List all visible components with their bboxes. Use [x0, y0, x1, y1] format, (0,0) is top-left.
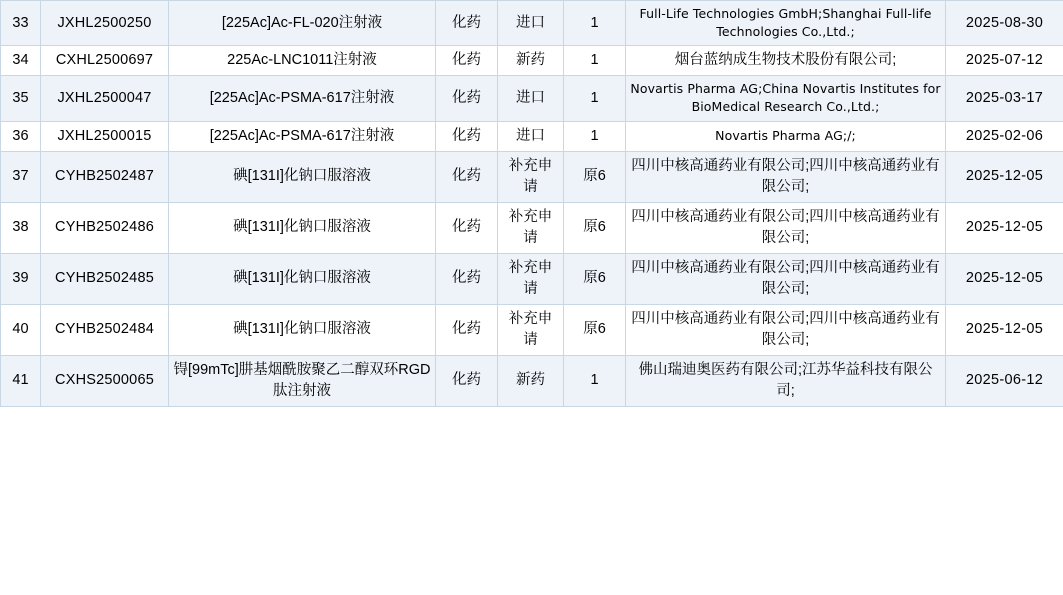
table-row	[1, 253, 1063, 304]
table-row	[1, 202, 1063, 253]
cell-application-count: 1	[564, 1, 626, 46]
cell-index: 39	[1, 253, 41, 304]
cell-company: Full-Life Technologies GmbH;Shanghai Full-life Technologies Co.,Ltd.;	[626, 1, 946, 46]
cell-date: 2025-08-30	[946, 1, 1063, 46]
cell-company: 四川中核高通药业有限公司;四川中核高通药业有限公司;	[626, 304, 946, 355]
cell-registration-category: 新药	[498, 355, 564, 406]
cell-date: 2025-02-06	[946, 121, 1063, 151]
cell-drug-type: 化药	[436, 304, 498, 355]
cell-drug-name: [225Ac]Ac-PSMA-617注射液	[169, 121, 436, 151]
cell-drug-type: 化药	[436, 76, 498, 121]
cell-date: 2025-06-12	[946, 355, 1063, 406]
cell-company: Novartis Pharma AG;/;	[626, 121, 946, 151]
cell-drug-type: 化药	[436, 253, 498, 304]
cell-company: 四川中核高通药业有限公司;四川中核高通药业有限公司;	[626, 151, 946, 202]
table-row	[1, 76, 1063, 121]
cell-drug-type: 化药	[436, 46, 498, 76]
table-row	[1, 121, 1063, 151]
cell-acceptance-no: CYHB2502485	[41, 253, 169, 304]
cell-application-count: 原6	[564, 304, 626, 355]
cell-application-count: 1	[564, 355, 626, 406]
cell-registration-category: 进口	[498, 76, 564, 121]
cell-date: 2025-12-05	[946, 304, 1063, 355]
cell-drug-name: [225Ac]Ac-FL-020注射液	[169, 1, 436, 46]
cell-drug-name: 225Ac-LNC1011注射液	[169, 46, 436, 76]
cell-index: 38	[1, 202, 41, 253]
table-row	[1, 1, 1063, 46]
cell-index: 37	[1, 151, 41, 202]
cell-company: 四川中核高通药业有限公司;四川中核高通药业有限公司;	[626, 202, 946, 253]
cell-application-count: 1	[564, 121, 626, 151]
cell-drug-name: 碘[131I]化钠口服溶液	[169, 304, 436, 355]
cell-acceptance-no: CYHB2502486	[41, 202, 169, 253]
cell-acceptance-no: CXHL2500697	[41, 46, 169, 76]
cell-application-count: 1	[564, 46, 626, 76]
cell-company: Novartis Pharma AG;China Novartis Institutes for BioMedical Research Co.,Ltd.;	[626, 76, 946, 121]
table-row	[1, 151, 1063, 202]
cell-drug-type: 化药	[436, 202, 498, 253]
cell-date: 2025-03-17	[946, 76, 1063, 121]
cell-index: 36	[1, 121, 41, 151]
cell-drug-name: 碘[131I]化钠口服溶液	[169, 202, 436, 253]
cell-date: 2025-12-05	[946, 151, 1063, 202]
cell-drug-type: 化药	[436, 121, 498, 151]
cell-index: 34	[1, 46, 41, 76]
cell-application-count: 原6	[564, 151, 626, 202]
table-row	[1, 355, 1063, 406]
cell-acceptance-no: CYHB2502487	[41, 151, 169, 202]
cell-acceptance-no: JXHL2500015	[41, 121, 169, 151]
cell-index: 40	[1, 304, 41, 355]
cell-drug-name: [225Ac]Ac-PSMA-617注射液	[169, 76, 436, 121]
cell-acceptance-no: CYHB2502484	[41, 304, 169, 355]
cell-company: 烟台蓝纳成生物技术股份有限公司;	[626, 46, 946, 76]
cell-registration-category: 补充申请	[498, 304, 564, 355]
cell-date: 2025-12-05	[946, 253, 1063, 304]
cell-registration-category: 补充申请	[498, 253, 564, 304]
cell-index: 35	[1, 76, 41, 121]
cell-registration-category: 进口	[498, 121, 564, 151]
cell-application-count: 原6	[564, 253, 626, 304]
cell-drug-name: 碘[131I]化钠口服溶液	[169, 253, 436, 304]
cell-application-count: 原6	[564, 202, 626, 253]
cell-drug-type: 化药	[436, 355, 498, 406]
cell-drug-type: 化药	[436, 1, 498, 46]
cell-date: 2025-07-12	[946, 46, 1063, 76]
cell-index: 33	[1, 1, 41, 46]
cell-date: 2025-12-05	[946, 202, 1063, 253]
cell-drug-name: 碘[131I]化钠口服溶液	[169, 151, 436, 202]
table-row	[1, 304, 1063, 355]
table-body	[1, 1, 1063, 407]
cell-acceptance-no: JXHL2500047	[41, 76, 169, 121]
table-row	[1, 46, 1063, 76]
cell-company: 四川中核高通药业有限公司;四川中核高通药业有限公司;	[626, 253, 946, 304]
cell-drug-type: 化药	[436, 151, 498, 202]
cell-drug-name: 锝[99mTc]肼基烟酰胺聚乙二醇双环RGD肽注射液	[169, 355, 436, 406]
cell-application-count: 1	[564, 76, 626, 121]
cell-acceptance-no: JXHL2500250	[41, 1, 169, 46]
cell-registration-category: 补充申请	[498, 151, 564, 202]
cell-registration-category: 进口	[498, 1, 564, 46]
cell-acceptance-no: CXHS2500065	[41, 355, 169, 406]
cell-registration-category: 新药	[498, 46, 564, 76]
cell-index: 41	[1, 355, 41, 406]
cell-registration-category: 补充申请	[498, 202, 564, 253]
cell-company: 佛山瑞迪奥医药有限公司;江苏华益科技有限公司;	[626, 355, 946, 406]
